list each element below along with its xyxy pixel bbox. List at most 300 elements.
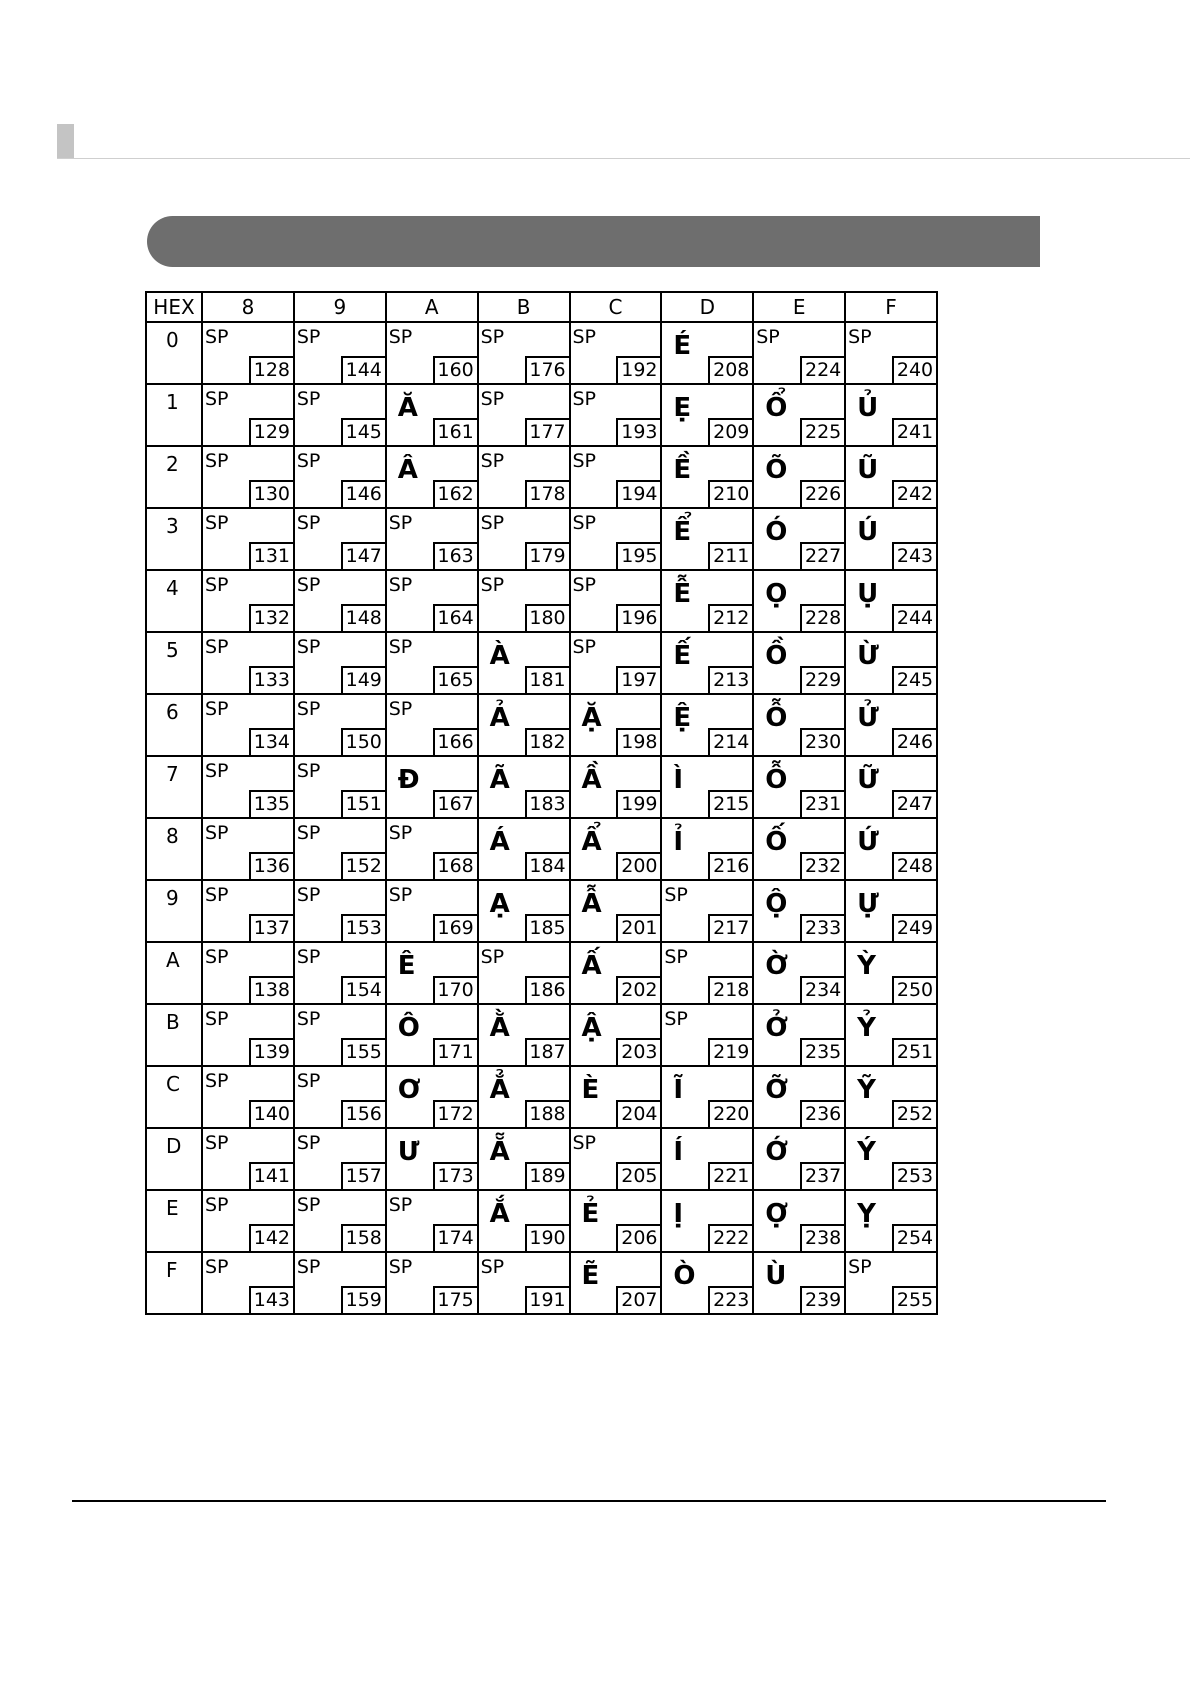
- table-row: [146, 570, 937, 632]
- char-cell: [753, 818, 845, 880]
- char-glyph: Ặ: [581, 703, 602, 733]
- char-code-box: 136: [249, 852, 293, 879]
- char-glyph: Ấ: [581, 951, 602, 981]
- char-code-box: 235: [800, 1038, 844, 1065]
- char-cell: [570, 1128, 662, 1190]
- table-row: [146, 1004, 937, 1066]
- char-cell: [845, 694, 937, 756]
- char-cell: [570, 632, 662, 694]
- char-glyph: SP: [480, 388, 505, 410]
- char-glyph: Ẫ: [581, 889, 602, 919]
- char-glyph: Á: [489, 827, 510, 857]
- row-header: C: [146, 1066, 202, 1128]
- char-cell: [478, 756, 570, 818]
- char-cell: [845, 632, 937, 694]
- table-row: [146, 446, 937, 508]
- char-code-box: 151: [341, 790, 385, 817]
- char-cell: [753, 322, 845, 384]
- char-cell: [202, 1066, 294, 1128]
- char-code-box: 244: [892, 604, 936, 631]
- char-code-box: 206: [616, 1224, 660, 1251]
- char-cell: [845, 1066, 937, 1128]
- column-header: B: [478, 292, 570, 322]
- char-code-box: 152: [341, 852, 385, 879]
- char-code-box: 229: [800, 666, 844, 693]
- row-header: 2: [146, 446, 202, 508]
- char-code-box: 183: [525, 790, 569, 817]
- char-code-box: 238: [800, 1224, 844, 1251]
- char-cell: [753, 880, 845, 942]
- char-cell: [570, 694, 662, 756]
- table-row: [146, 1066, 937, 1128]
- char-glyph: Ã: [489, 765, 510, 795]
- char-cell: [386, 756, 478, 818]
- char-cell: [386, 942, 478, 1004]
- char-code-box: 171: [433, 1038, 477, 1065]
- row-header: B: [146, 1004, 202, 1066]
- char-glyph: Ũ: [857, 455, 879, 485]
- char-code-box: 138: [249, 976, 293, 1003]
- char-cell: [386, 384, 478, 446]
- char-code-box: 157: [341, 1162, 385, 1189]
- char-glyph: SP: [205, 822, 229, 844]
- char-cell: [845, 384, 937, 446]
- char-cell: [753, 942, 845, 1004]
- char-glyph: Ợ: [765, 1199, 788, 1229]
- char-cell: [661, 1066, 753, 1128]
- char-glyph: SP: [480, 946, 505, 968]
- char-cell: [661, 1252, 753, 1314]
- char-code-box: 202: [616, 976, 660, 1003]
- char-code-box: 255: [892, 1286, 936, 1313]
- char-cell: [661, 1190, 753, 1252]
- char-glyph: SP: [572, 326, 597, 348]
- char-code-box: 129: [249, 418, 293, 445]
- char-glyph: Õ: [765, 455, 788, 485]
- char-code-box: 254: [892, 1224, 936, 1251]
- char-glyph: Ô: [397, 1013, 420, 1043]
- char-glyph: Ậ: [581, 1013, 602, 1043]
- char-cell: [386, 1128, 478, 1190]
- char-cell: [753, 508, 845, 570]
- char-code-box: 205: [616, 1162, 660, 1189]
- char-cell: [386, 632, 478, 694]
- char-cell: [478, 508, 570, 570]
- char-cell: [386, 694, 478, 756]
- char-cell: [202, 384, 294, 446]
- char-cell: [478, 632, 570, 694]
- row-header: 9: [146, 880, 202, 942]
- char-glyph: SP: [205, 1070, 229, 1092]
- char-glyph: SP: [205, 388, 229, 410]
- char-cell: [661, 694, 753, 756]
- char-glyph: È: [581, 1075, 600, 1105]
- char-glyph: SP: [480, 512, 505, 534]
- char-cell: [478, 322, 570, 384]
- char-code-box: 220: [708, 1100, 752, 1127]
- char-cell: [202, 1128, 294, 1190]
- char-glyph: SP: [205, 512, 229, 534]
- char-cell: [478, 1190, 570, 1252]
- char-glyph: Ỗ: [765, 765, 788, 795]
- char-glyph: Ề: [673, 455, 692, 485]
- char-cell: [478, 880, 570, 942]
- char-cell: [386, 446, 478, 508]
- char-cell: [753, 446, 845, 508]
- char-cell: [478, 1066, 570, 1128]
- table-row: [146, 632, 937, 694]
- row-header: 3: [146, 508, 202, 570]
- char-cell: [570, 508, 662, 570]
- char-code-box: 184: [525, 852, 569, 879]
- char-cell: [386, 1190, 478, 1252]
- char-cell: [753, 1252, 845, 1314]
- char-code-box: 198: [616, 728, 660, 755]
- char-cell: [386, 880, 478, 942]
- row-header: 6: [146, 694, 202, 756]
- char-glyph: Ữ: [857, 765, 879, 795]
- char-glyph: Ẵ: [489, 1137, 510, 1167]
- char-glyph: Ớ: [765, 1137, 788, 1167]
- char-glyph: SP: [296, 698, 321, 720]
- char-code-box: 216: [708, 852, 752, 879]
- char-glyph: Ở: [765, 1013, 788, 1043]
- char-glyph: SP: [205, 574, 229, 596]
- char-glyph: Ẻ: [581, 1199, 600, 1229]
- char-glyph: SP: [388, 884, 413, 906]
- char-cell: [661, 880, 753, 942]
- char-cell: [202, 942, 294, 1004]
- char-cell: [570, 322, 662, 384]
- char-code-box: 137: [249, 914, 293, 941]
- row-header: F: [146, 1252, 202, 1314]
- table-row: [146, 942, 937, 1004]
- char-code-box: 164: [433, 604, 477, 631]
- column-header: C: [570, 292, 662, 322]
- char-code-box: 191: [525, 1286, 569, 1313]
- char-code-box: 213: [708, 666, 752, 693]
- char-code-box: 159: [341, 1286, 385, 1313]
- char-code-box: 197: [616, 666, 660, 693]
- char-cell: [570, 1190, 662, 1252]
- char-code-box: 182: [525, 728, 569, 755]
- char-glyph: Ỷ: [857, 1013, 876, 1043]
- footer-divider: [72, 1500, 1106, 1502]
- column-header: D: [661, 292, 753, 322]
- char-glyph: Ễ: [673, 579, 692, 609]
- char-code-box: 228: [800, 604, 844, 631]
- char-glyph: Ỹ: [857, 1075, 876, 1105]
- row-header: E: [146, 1190, 202, 1252]
- char-code-box: 167: [433, 790, 477, 817]
- char-code-box: 141: [249, 1162, 293, 1189]
- char-code-box: 203: [616, 1038, 660, 1065]
- char-cell: [202, 1252, 294, 1314]
- char-code-box: 150: [341, 728, 385, 755]
- char-cell: [753, 570, 845, 632]
- char-code-box: 217: [708, 914, 752, 941]
- char-code-box: 200: [616, 852, 660, 879]
- char-cell: [478, 384, 570, 446]
- char-glyph: SP: [205, 326, 229, 348]
- char-glyph: Ơ: [397, 1075, 421, 1105]
- char-cell: [845, 446, 937, 508]
- char-code-box: 175: [433, 1286, 477, 1313]
- char-cell: [845, 1252, 937, 1314]
- char-glyph: SP: [296, 760, 321, 782]
- char-glyph: Ế: [673, 641, 692, 671]
- char-code-box: 158: [341, 1224, 385, 1251]
- char-code-box: 134: [249, 728, 293, 755]
- char-cell: [661, 942, 753, 1004]
- char-glyph: SP: [572, 636, 597, 658]
- char-cell: [845, 508, 937, 570]
- char-cell: [294, 322, 386, 384]
- char-glyph: Ỡ: [765, 1075, 788, 1105]
- char-code-box: 190: [525, 1224, 569, 1251]
- char-cell: [845, 1128, 937, 1190]
- char-code-box: 249: [892, 914, 936, 941]
- char-code-box: 155: [341, 1038, 385, 1065]
- char-glyph: SP: [296, 326, 321, 348]
- char-glyph: Ằ: [489, 1013, 510, 1043]
- char-glyph: SP: [205, 760, 229, 782]
- char-code-box: 148: [341, 604, 385, 631]
- char-code-box: 250: [892, 976, 936, 1003]
- char-cell: [570, 756, 662, 818]
- char-code-box: 165: [433, 666, 477, 693]
- char-glyph: SP: [205, 698, 229, 720]
- char-code-box: 185: [525, 914, 569, 941]
- char-code-box: 135: [249, 790, 293, 817]
- char-cell: [294, 446, 386, 508]
- section-marker: [57, 124, 74, 159]
- char-code-box: 241: [892, 418, 936, 445]
- row-header: 7: [146, 756, 202, 818]
- char-code-box: 131: [249, 542, 293, 569]
- char-cell: [294, 1190, 386, 1252]
- char-code-box: 215: [708, 790, 752, 817]
- char-glyph: SP: [296, 512, 321, 534]
- char-glyph: SP: [664, 1008, 688, 1030]
- char-glyph: SP: [572, 450, 597, 472]
- row-header: 4: [146, 570, 202, 632]
- char-code-box: 166: [433, 728, 477, 755]
- hex-corner-label: HEX: [146, 292, 202, 322]
- char-code-box: 160: [433, 356, 477, 383]
- char-glyph: Ẳ: [489, 1075, 510, 1105]
- char-code-box: 143: [249, 1286, 293, 1313]
- char-code-box: 247: [892, 790, 936, 817]
- char-code-box: 218: [708, 976, 752, 1003]
- char-cell: [294, 1128, 386, 1190]
- char-code-box: 231: [800, 790, 844, 817]
- char-code-box: 245: [892, 666, 936, 693]
- char-code-box: 144: [341, 356, 385, 383]
- char-glyph: Đ: [397, 765, 420, 795]
- char-cell: [386, 322, 478, 384]
- char-code-box: 193: [616, 418, 660, 445]
- char-code-box: 222: [708, 1224, 752, 1251]
- char-glyph: SP: [296, 450, 321, 472]
- char-cell: [386, 1004, 478, 1066]
- char-glyph: SP: [205, 1008, 229, 1030]
- char-code-box: 146: [341, 480, 385, 507]
- char-glyph: SP: [480, 1256, 505, 1278]
- char-glyph: Ỵ: [857, 1199, 876, 1229]
- char-code-box: 227: [800, 542, 844, 569]
- char-glyph: SP: [388, 1256, 413, 1278]
- char-cell: [570, 1066, 662, 1128]
- char-glyph: SP: [205, 884, 229, 906]
- char-glyph: Ý: [857, 1137, 876, 1167]
- char-cell: [661, 384, 753, 446]
- char-code-box: 237: [800, 1162, 844, 1189]
- char-cell: [845, 818, 937, 880]
- table-row: [146, 1252, 937, 1314]
- table-row: [146, 384, 937, 446]
- char-code-box: 181: [525, 666, 569, 693]
- char-cell: [294, 508, 386, 570]
- row-header: 8: [146, 818, 202, 880]
- char-glyph: Ẽ: [581, 1261, 600, 1291]
- char-cell: [202, 322, 294, 384]
- char-glyph: Ự: [857, 889, 879, 919]
- char-code-box: 188: [525, 1100, 569, 1127]
- char-glyph: Ạ: [489, 889, 510, 919]
- char-glyph: SP: [572, 1132, 597, 1154]
- char-cell: [570, 446, 662, 508]
- row-header: D: [146, 1128, 202, 1190]
- char-glyph: SP: [388, 698, 413, 720]
- char-glyph: Â: [397, 455, 418, 485]
- char-cell: [753, 1004, 845, 1066]
- char-glyph: Ứ: [857, 827, 879, 857]
- char-code-box: 177: [525, 418, 569, 445]
- char-cell: [661, 756, 753, 818]
- char-glyph: SP: [296, 822, 321, 844]
- char-cell: [570, 570, 662, 632]
- table-row: [146, 1128, 937, 1190]
- char-glyph: SP: [664, 946, 688, 968]
- char-glyph: SP: [756, 326, 780, 348]
- char-cell: [570, 1004, 662, 1066]
- char-cell: [294, 632, 386, 694]
- char-cell: [386, 570, 478, 632]
- char-code-box: 204: [616, 1100, 660, 1127]
- char-cell: [478, 570, 570, 632]
- char-cell: [294, 384, 386, 446]
- char-glyph: Ẹ: [673, 393, 692, 423]
- char-cell: [478, 1252, 570, 1314]
- char-glyph: SP: [388, 574, 413, 596]
- char-code-box: 173: [433, 1162, 477, 1189]
- char-code-box: 156: [341, 1100, 385, 1127]
- char-code-box: 199: [616, 790, 660, 817]
- char-cell: [661, 508, 753, 570]
- char-code-box: 192: [616, 356, 660, 383]
- char-cell: [478, 1128, 570, 1190]
- column-header: E: [753, 292, 845, 322]
- char-code-box: 210: [708, 480, 752, 507]
- char-code-box: 223: [708, 1286, 752, 1313]
- char-cell: [570, 1252, 662, 1314]
- char-cell: [661, 322, 753, 384]
- char-glyph: SP: [572, 574, 597, 596]
- char-code-box: 230: [800, 728, 844, 755]
- char-cell: [845, 1004, 937, 1066]
- char-cell: [202, 508, 294, 570]
- char-cell: [202, 632, 294, 694]
- char-code-box: 234: [800, 976, 844, 1003]
- char-code-box: 219: [708, 1038, 752, 1065]
- char-cell: [478, 1004, 570, 1066]
- char-cell: [661, 1128, 753, 1190]
- char-code-box: 174: [433, 1224, 477, 1251]
- char-cell: [661, 1004, 753, 1066]
- char-cell: [478, 818, 570, 880]
- column-header: F: [845, 292, 937, 322]
- char-cell: [661, 446, 753, 508]
- char-code-box: 224: [800, 356, 844, 383]
- char-code-box: 253: [892, 1162, 936, 1189]
- char-cell: [661, 570, 753, 632]
- char-glyph: SP: [205, 1132, 229, 1154]
- char-cell: [753, 632, 845, 694]
- char-glyph: SP: [296, 1256, 321, 1278]
- char-glyph: Ỳ: [857, 951, 876, 981]
- char-code-box: 186: [525, 976, 569, 1003]
- char-glyph: SP: [388, 326, 413, 348]
- char-code-box: 194: [616, 480, 660, 507]
- char-cell: [845, 570, 937, 632]
- char-glyph: Ố: [765, 827, 788, 857]
- char-code-box: 147: [341, 542, 385, 569]
- char-glyph: Ầ: [581, 765, 602, 795]
- char-glyph: SP: [296, 574, 321, 596]
- char-glyph: Ụ: [857, 579, 879, 609]
- char-glyph: Ẩ: [581, 827, 602, 857]
- column-header: A: [386, 292, 478, 322]
- char-glyph: SP: [296, 1070, 321, 1092]
- char-cell: [294, 694, 386, 756]
- char-cell: [570, 384, 662, 446]
- char-cell: [753, 384, 845, 446]
- char-code-box: 189: [525, 1162, 569, 1189]
- char-glyph: Ỉ: [673, 827, 684, 857]
- column-header: 9: [294, 292, 386, 322]
- char-code-box: 236: [800, 1100, 844, 1127]
- char-cell: [294, 756, 386, 818]
- char-cell: [845, 322, 937, 384]
- char-cell: [386, 508, 478, 570]
- char-cell: [753, 756, 845, 818]
- char-glyph: Ư: [397, 1137, 420, 1167]
- char-cell: [202, 1190, 294, 1252]
- row-header: 5: [146, 632, 202, 694]
- char-glyph: SP: [388, 822, 413, 844]
- char-code-box: 170: [433, 976, 477, 1003]
- char-code-box: 145: [341, 418, 385, 445]
- char-code-box: 211: [708, 542, 752, 569]
- char-cell: [386, 1252, 478, 1314]
- char-cell: [294, 942, 386, 1004]
- char-code-box: 196: [616, 604, 660, 631]
- char-cell: [294, 880, 386, 942]
- char-cell: [753, 1066, 845, 1128]
- section-divider: [57, 158, 1190, 159]
- char-glyph: Ị: [673, 1199, 684, 1229]
